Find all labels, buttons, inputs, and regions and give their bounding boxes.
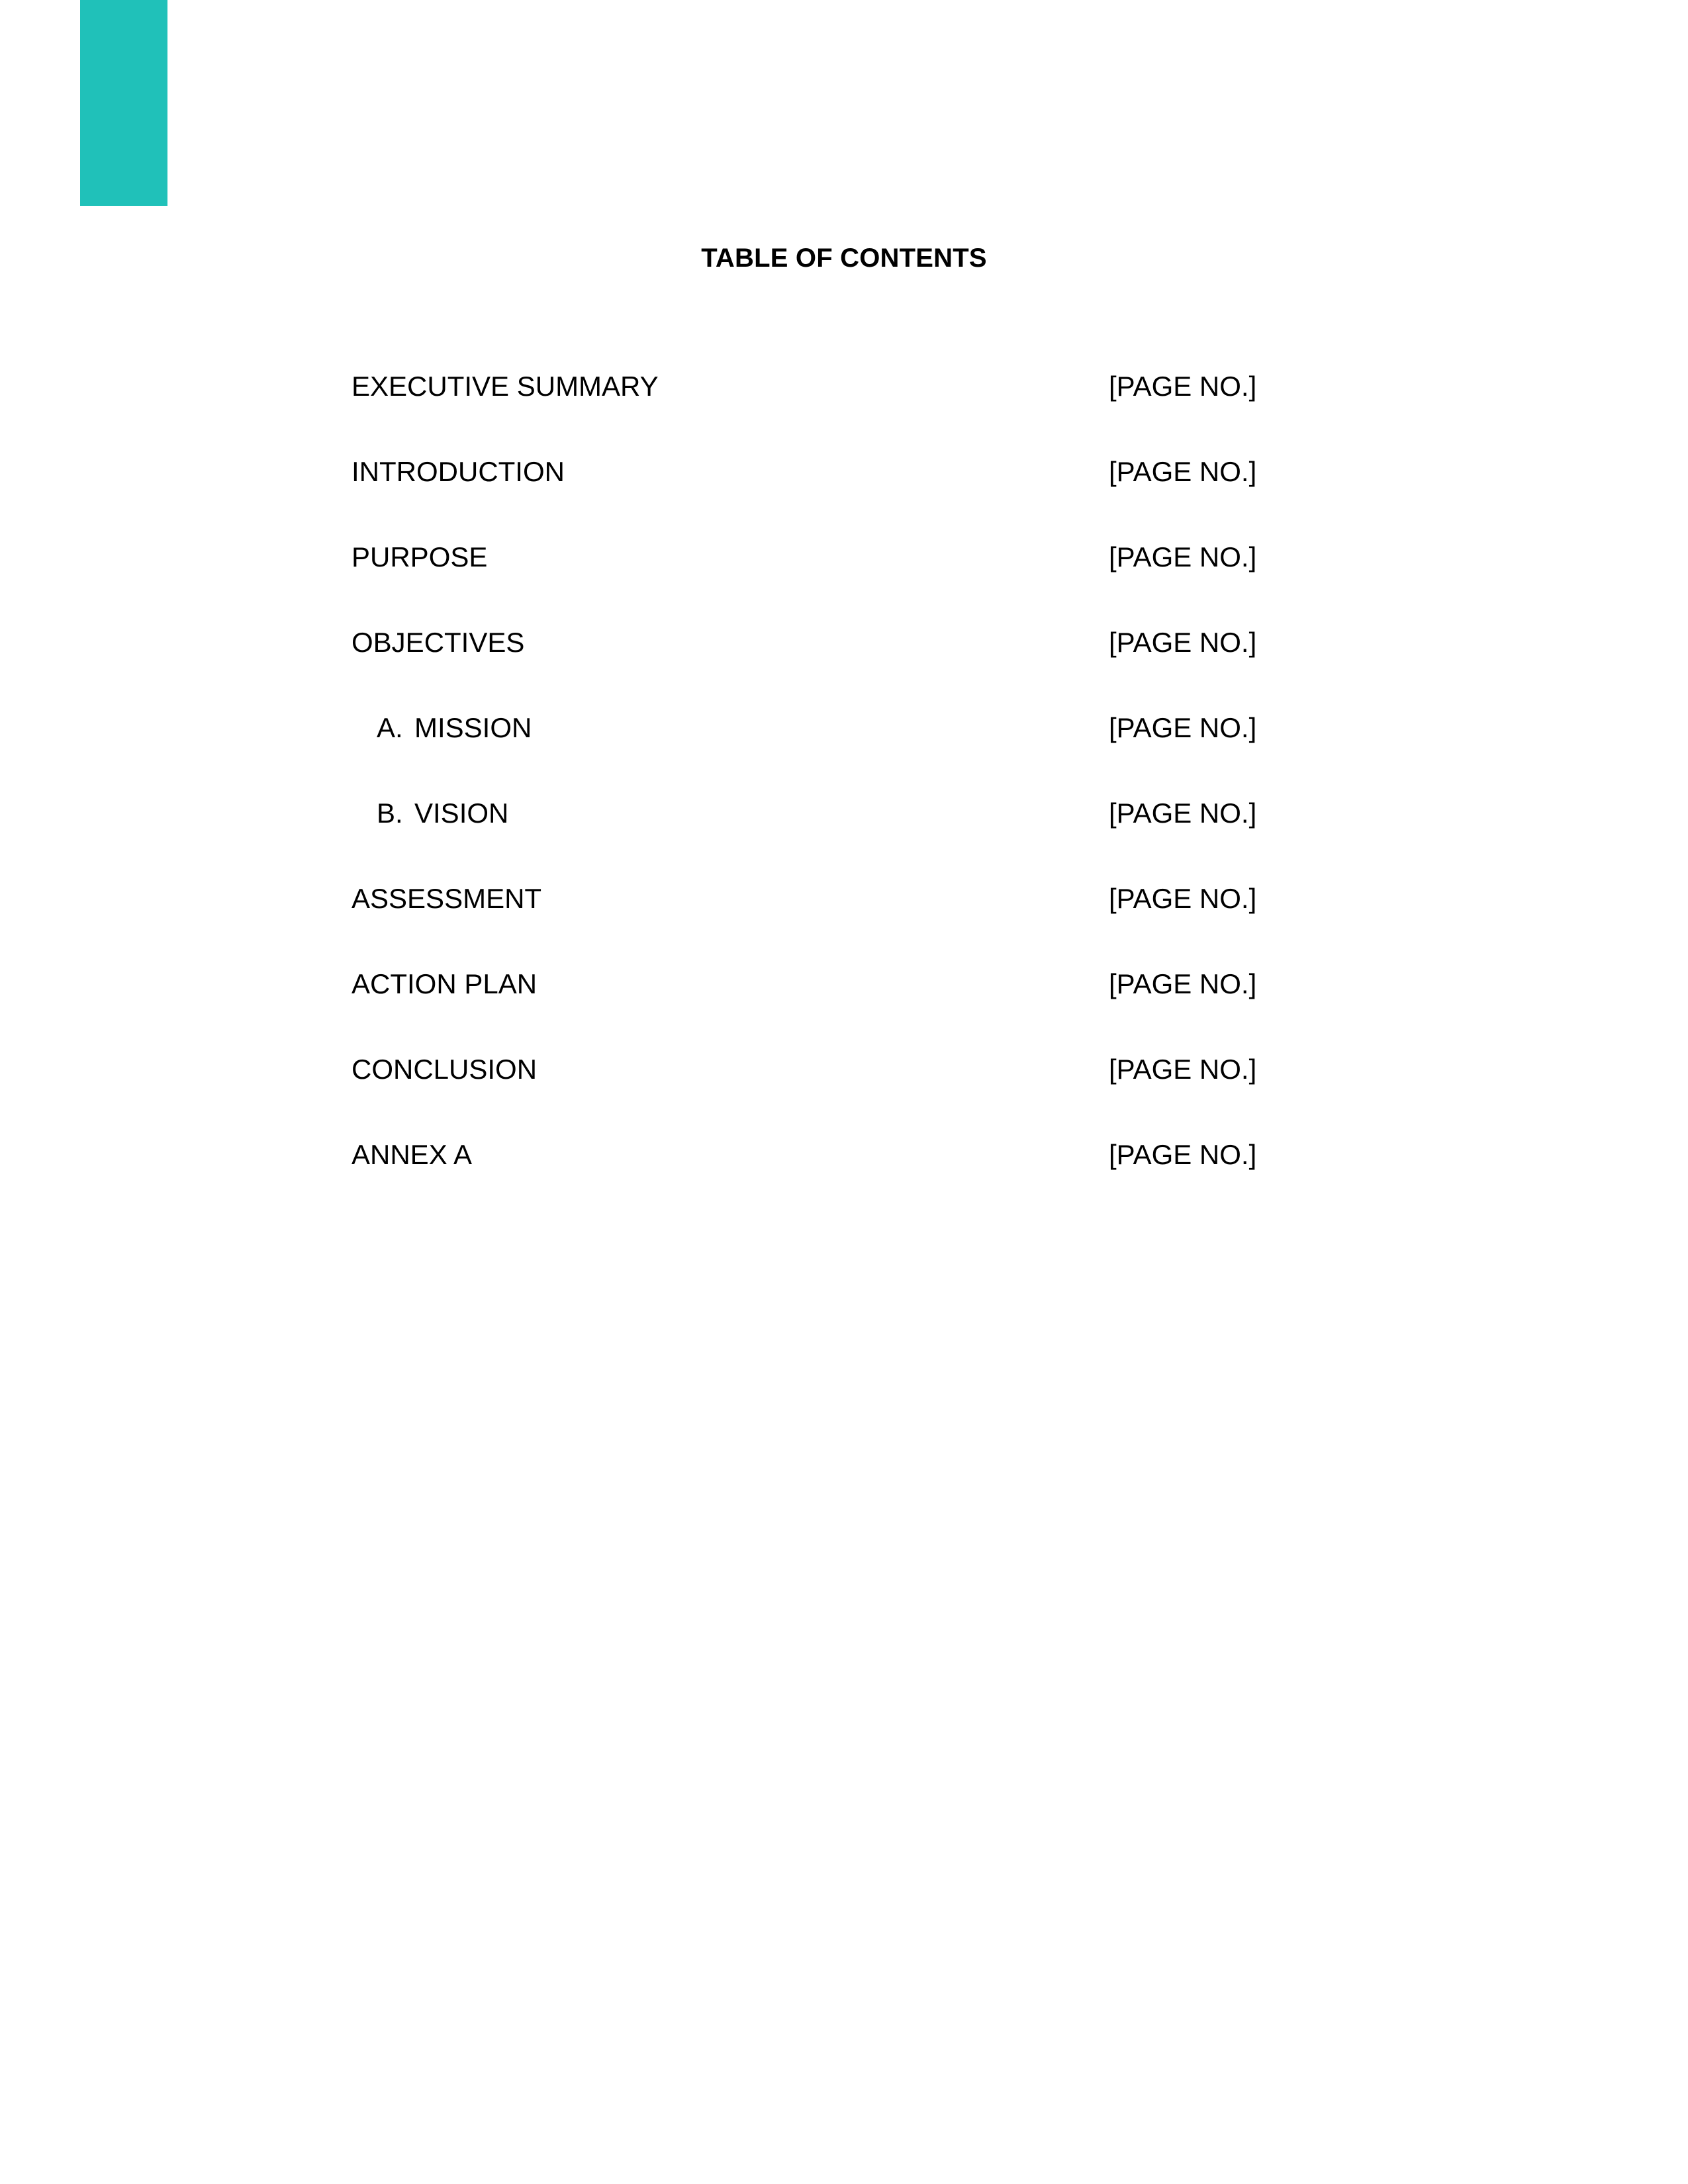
toc-row-conclusion[interactable] bbox=[352, 1048, 1278, 1134]
toc-subentry bbox=[377, 707, 532, 749]
toc-page-number: [PAGE NO.] bbox=[1109, 456, 1257, 487]
toc-entry-label: MISSION bbox=[414, 712, 532, 743]
toc-page-number: [PAGE NO.] bbox=[1109, 627, 1257, 658]
toc-page-number: [PAGE NO.] bbox=[1109, 797, 1257, 829]
accent-bar bbox=[80, 0, 167, 206]
toc-row-assessment[interactable] bbox=[352, 878, 1278, 963]
toc-list bbox=[352, 365, 1278, 1219]
toc-entry-label: ACTION PLAN bbox=[352, 968, 538, 999]
toc-entry-label: PURPOSE bbox=[352, 541, 488, 572]
toc-subentry-marker: A. bbox=[377, 712, 403, 743]
toc-page-number: [PAGE NO.] bbox=[1109, 371, 1257, 402]
toc-row-mission[interactable] bbox=[352, 707, 1278, 792]
toc-page-number: [PAGE NO.] bbox=[1109, 1054, 1257, 1085]
toc-row-purpose[interactable] bbox=[352, 536, 1278, 621]
toc-row-introduction[interactable] bbox=[352, 451, 1278, 536]
toc-subentry-marker: B. bbox=[377, 797, 403, 829]
toc-entry-label: INTRODUCTION bbox=[352, 456, 565, 487]
toc-row-action-plan[interactable] bbox=[352, 963, 1278, 1048]
toc-entry-label: OBJECTIVES bbox=[352, 627, 525, 658]
toc-row-executive-summary[interactable] bbox=[352, 365, 1278, 451]
toc-entry-label: ANNEX A bbox=[352, 1139, 473, 1170]
toc-title: TABLE OF CONTENTS bbox=[701, 244, 987, 273]
toc-entry-label: ASSESSMENT bbox=[352, 883, 542, 914]
toc-entry-label: CONCLUSION bbox=[352, 1054, 538, 1085]
toc-page-number: [PAGE NO.] bbox=[1109, 1139, 1257, 1170]
toc-page-number: [PAGE NO.] bbox=[1109, 883, 1257, 914]
toc-page-number: [PAGE NO.] bbox=[1109, 968, 1257, 999]
toc-entry-label: VISION bbox=[414, 797, 509, 829]
toc-subentry bbox=[377, 792, 508, 835]
toc-row-objectives[interactable] bbox=[352, 621, 1278, 707]
toc-row-annex-a[interactable] bbox=[352, 1134, 1278, 1219]
toc-entry-label: EXECUTIVE SUMMARY bbox=[352, 371, 659, 402]
toc-page-number: [PAGE NO.] bbox=[1109, 712, 1257, 743]
toc-page-number: [PAGE NO.] bbox=[1109, 541, 1257, 572]
toc-row-vision[interactable] bbox=[352, 792, 1278, 878]
